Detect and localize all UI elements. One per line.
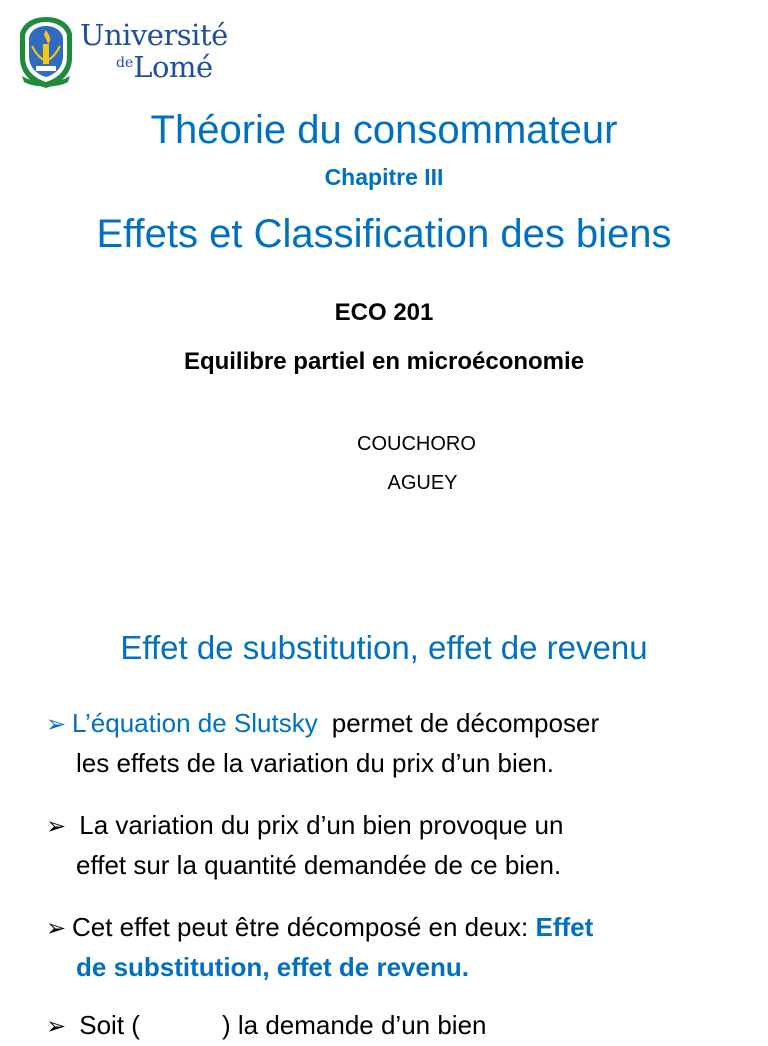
formula-paren-left: ( — [131, 1010, 140, 1040]
bullet-text: les effets de la variation du prix d’un bien. — [76, 748, 554, 778]
arrow-bullet-icon: ➢ — [46, 711, 67, 738]
course-description: Equilibre partiel en microéconomie — [183, 348, 585, 375]
arrow-bullet-icon: ➢ — [46, 915, 67, 942]
bullet-text: permet de décomposer — [331, 708, 600, 738]
bullet-text: effet sur la quantité demandée de ce bien. — [76, 850, 562, 880]
university-name-line2 — [116, 50, 228, 85]
page-subtitle: Effets et Classification des biens — [96, 212, 672, 256]
bullet-text: La variation du prix d’un bien provoque un — [79, 810, 564, 840]
bullet-item — [46, 1006, 746, 1046]
chapter-label: Chapitre III — [324, 164, 444, 190]
bullet-text: la demande d’un bien — [237, 1010, 487, 1040]
formula-paren-right: ) — [221, 1010, 231, 1040]
university-name-de: de — [116, 55, 134, 71]
bullet-item — [46, 704, 746, 783]
course-code: ECO 201 — [334, 299, 434, 326]
author-name: AGUEY — [387, 472, 458, 494]
author-name: COUCHORO — [357, 433, 476, 455]
bullet-highlight: de substitution, effet de revenu. — [76, 952, 469, 982]
university-logo — [14, 14, 78, 90]
bullet-item — [46, 806, 746, 885]
bullet-text: Soit — [79, 1010, 125, 1040]
university-name-line1: Université — [80, 18, 228, 52]
bullet-highlight: L’équation de Slutsky — [72, 708, 318, 738]
university-name — [80, 20, 228, 85]
arrow-bullet-icon: ➢ — [46, 1013, 67, 1040]
page-title: Théorie du consommateur — [150, 108, 618, 152]
bullet-highlight: Effet — [535, 912, 594, 942]
arrow-bullet-icon: ➢ — [46, 813, 67, 840]
section-title: Effet de substitution, effet de revenu — [120, 629, 648, 666]
university-name-lome: Lomé — [133, 50, 213, 84]
bullet-text: Cet effet peut être décomposé en deux: — [72, 912, 529, 942]
bullet-item — [46, 908, 746, 987]
